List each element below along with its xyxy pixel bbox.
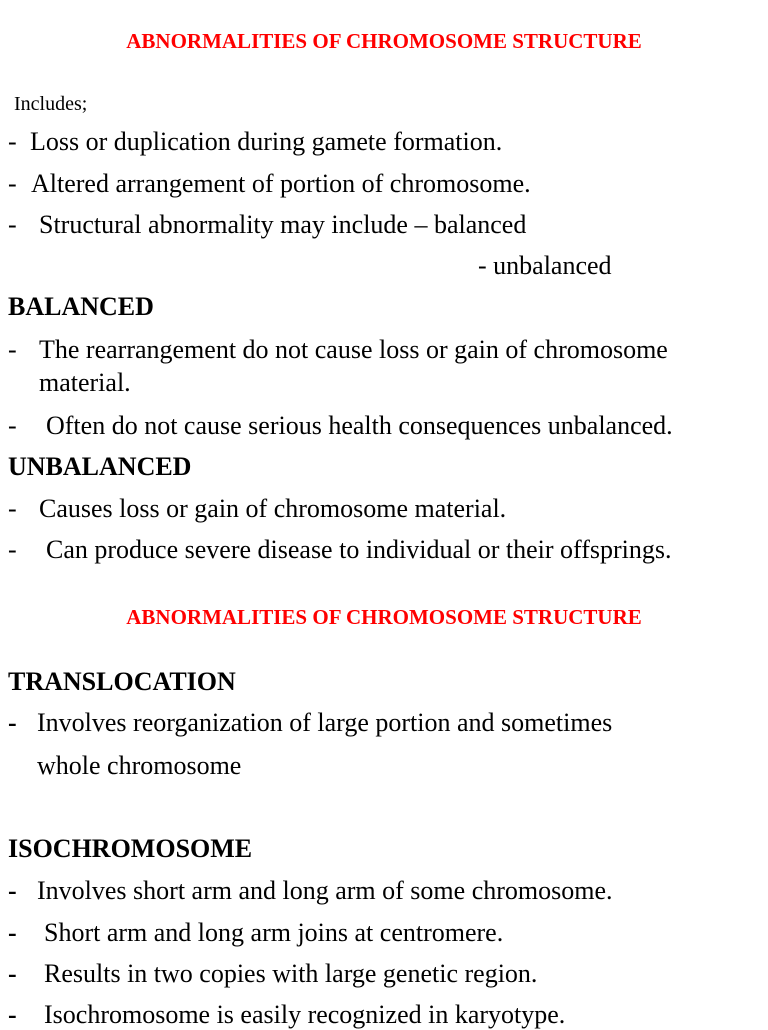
balanced-heading: BALANCED [8,292,154,321]
list-item: Involves reorganization of large portion and sometimes [37,708,613,737]
bullet-dash: - [8,494,17,523]
bullet-dash: - [8,411,17,440]
bullet-dash: - [8,959,17,988]
bullet-dash: - [8,127,17,156]
list-item-continuation: - unbalanced [478,251,612,280]
bullet-dash: - [8,876,17,905]
list-item: Isochromosome is easily recognized in karyotype. [44,1000,566,1029]
includes-label: Includes; [14,93,88,115]
list-item-continuation: material. [39,368,131,397]
section2-title: ABNORMALITIES OF CHROMOSOME STRUCTURE [126,605,642,629]
list-item: Causes loss or gain of chromosome material. [39,494,507,523]
list-item: Often do not cause serious health consequences unbalanced. [46,411,673,440]
bullet-dash: - [8,210,17,239]
list-item: The rearrangement do not cause loss or gain of chromosome [39,335,668,364]
list-item: Can produce severe disease to individual or their offsprings. [46,535,672,564]
translocation-heading: TRANSLOCATION [8,667,236,696]
list-item-continuation: whole chromosome [37,751,242,780]
list-item: Involves short arm and long arm of some chromosome. [37,876,613,905]
list-item: Altered arrangement of portion of chromosome. [31,169,531,198]
bullet-dash: - [8,535,17,564]
bullet-dash: - [8,169,17,198]
section1-title: ABNORMALITIES OF CHROMOSOME STRUCTURE [126,29,642,53]
bullet-dash: - [8,708,17,737]
list-item: Structural abnormality may include – balanced [39,210,527,239]
list-item: Results in two copies with large genetic region. [44,959,538,988]
bullet-dash: - [8,1000,17,1029]
bullet-dash: - [8,918,17,947]
isochromosome-heading: ISOCHROMOSOME [8,834,253,863]
unbalanced-heading: UNBALANCED [8,452,192,481]
list-item: Loss or duplication during gamete formation. [30,127,503,156]
bullet-dash: - [8,335,17,364]
list-item: Short arm and long arm joins at centromere. [44,918,504,947]
